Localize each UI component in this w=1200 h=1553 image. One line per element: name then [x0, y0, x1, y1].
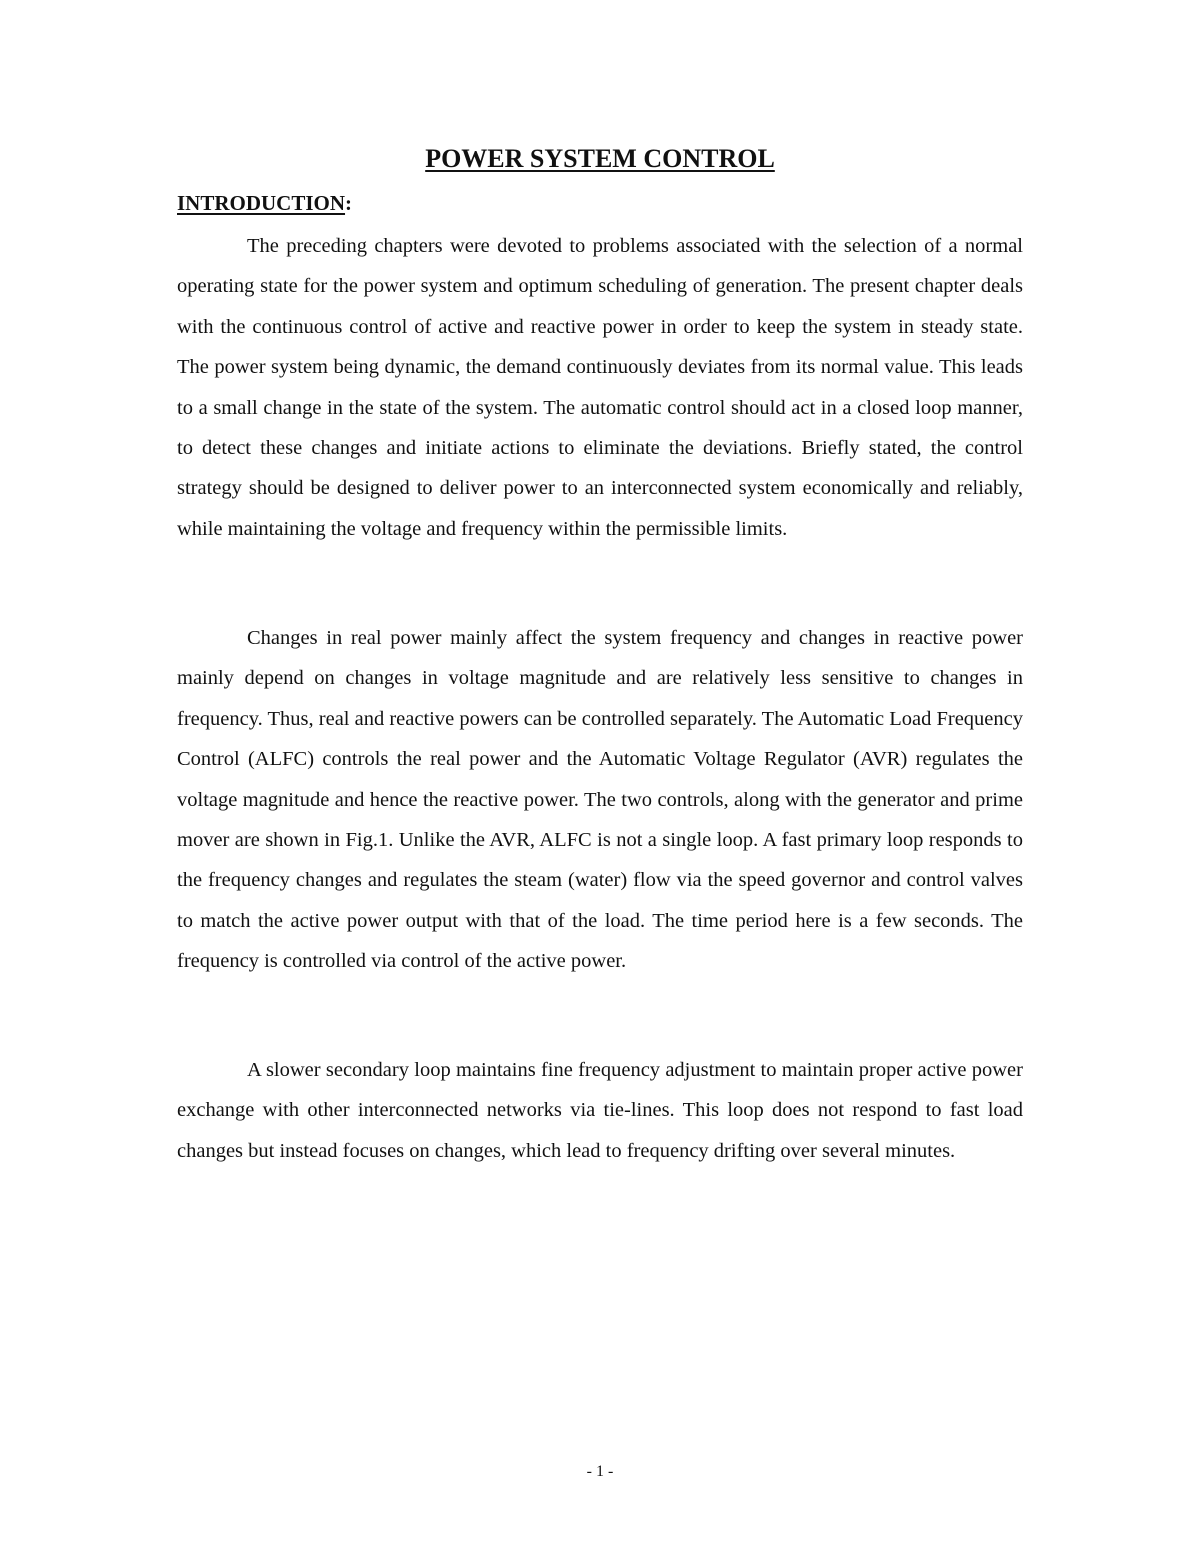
document-title — [0, 142, 1200, 176]
paragraph-2: Changes in real power mainly affect the system frequency and changes in reactive power mainly depend on changes in voltage magnitude and are relatively less sensitive to changes in frequency. Thus, real and reactive powers can be controlled separately. The Automatic Load Frequency Control (ALFC) controls the real power and the Automatic Voltage Regulator (AVR) regulates the voltage magnitude and hence the reactive power. The two controls, along with the generator and prime mover are shown in Fig.1. Unlike the AVR, ALFC is not a single loop. A fast primary loop responds to the frequency changes and regulates the steam (water) flow via the speed governor and control valves to match the active power output with that of the load. The time period here is a few seconds. The frequency is controlled via control of the active power. — [177, 627, 1023, 973]
paragraph-3: A slower secondary loop maintains fine frequency adjustment to maintain proper active power exchange with other interconnected networks via tie-lines. This loop does not respond to fast load changes but instead focuses on changes, which lead to frequency drifting over several minutes. — [177, 1059, 1023, 1162]
document-title-text: POWER SYSTEM CONTROL — [425, 144, 775, 173]
section-heading-text: INTRODUCTION — [177, 191, 346, 215]
paragraph-1: The preceding chapters were devoted to problems associated with the selection of a normal operating state for the power system and optimum scheduling of generation. The present chapter deals with the continuous control of active and reactive power in order to keep the system in steady state. The power system being dynamic, the demand continuously deviates from its normal value. This leads to a small change in the state of the system. The automatic control should act in a closed loop manner, to detect these changes and initiate actions to eliminate the deviations. Briefly stated, the control strategy should be designed to deliver power to an interconnected system economically and reliably, while maintaining the voltage and frequency within the permissible limits. — [177, 235, 1023, 540]
section-heading-colon: : — [345, 191, 353, 215]
section-heading — [177, 188, 352, 218]
page-number: - 1 - — [586, 1463, 614, 1480]
